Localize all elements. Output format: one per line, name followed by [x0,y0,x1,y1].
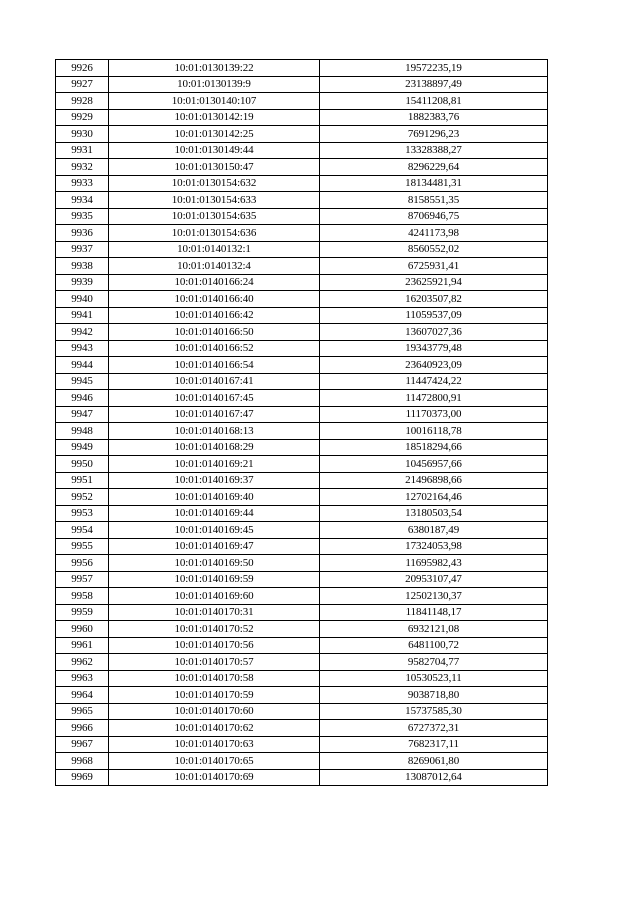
table-row [56,522,548,539]
cadastral-number-cell: 10:01:0130150:47 [109,159,320,176]
row-number-cell: 9962 [56,654,109,671]
table-row [56,159,548,176]
row-number-cell: 9935 [56,208,109,225]
cadastral-number-cell: 10:01:0140170:62 [109,720,320,737]
cadastral-value-cell: 6380187,49 [320,522,548,539]
cadastral-value-cell: 4241173,98 [320,225,548,242]
table-row [56,225,548,242]
cadastral-value-cell: 8269061,80 [320,753,548,770]
cadastral-value-cell: 13087012,64 [320,769,548,786]
cadastral-number-cell: 10:01:0140166:54 [109,357,320,374]
cadastral-number-cell: 10:01:0130154:635 [109,208,320,225]
row-number-cell: 9933 [56,175,109,192]
table-row [56,76,548,93]
row-number-cell: 9947 [56,406,109,423]
cadastral-value-cell: 10456957,66 [320,456,548,473]
table-row [56,637,548,654]
row-number-cell: 9937 [56,241,109,258]
cadastral-value-cell: 16203507,82 [320,291,548,308]
row-number-cell: 9932 [56,159,109,176]
row-number-cell: 9960 [56,621,109,638]
cadastral-value-cell: 19572235,19 [320,60,548,77]
table-row [56,373,548,390]
table-row [56,703,548,720]
cadastral-value-cell: 11059537,09 [320,307,548,324]
row-number-cell: 9945 [56,373,109,390]
cadastral-number-cell: 10:01:0130142:19 [109,109,320,126]
table-row [56,340,548,357]
cadastral-number-cell: 10:01:0140166:42 [109,307,320,324]
cadastral-number-cell: 10:01:0140170:52 [109,621,320,638]
cadastral-number-cell: 10:01:0140169:37 [109,472,320,489]
row-number-cell: 9940 [56,291,109,308]
row-number-cell: 9967 [56,736,109,753]
row-number-cell: 9926 [56,60,109,77]
cadastral-number-cell: 10:01:0130139:22 [109,60,320,77]
table-row [56,60,548,77]
table-row [56,175,548,192]
cadastral-value-cell: 6481100,72 [320,637,548,654]
row-number-cell: 9942 [56,324,109,341]
cadastral-number-cell: 10:01:0140169:60 [109,588,320,605]
cadastral-number-cell: 10:01:0130140:107 [109,93,320,110]
cadastral-number-cell: 10:01:0140166:52 [109,340,320,357]
row-number-cell: 9944 [56,357,109,374]
cadastral-value-cell: 8560552,02 [320,241,548,258]
table-row [56,736,548,753]
row-number-cell: 9941 [56,307,109,324]
cadastral-number-cell: 10:01:0140170:65 [109,753,320,770]
cadastral-number-cell: 10:01:0140169:45 [109,522,320,539]
table-row [56,258,548,275]
table-row [56,588,548,605]
table-row [56,390,548,407]
row-number-cell: 9950 [56,456,109,473]
cadastral-number-cell: 10:01:0140170:63 [109,736,320,753]
table-row [56,241,548,258]
cadastral-number-cell: 10:01:0130139:9 [109,76,320,93]
row-number-cell: 9946 [56,390,109,407]
cadastral-value-cell: 15411208,81 [320,93,548,110]
cadastral-value-cell: 11170373,00 [320,406,548,423]
table-row [56,505,548,522]
row-number-cell: 9958 [56,588,109,605]
table-row [56,406,548,423]
row-number-cell: 9969 [56,769,109,786]
cadastral-number-cell: 10:01:0130154:632 [109,175,320,192]
cadastral-number-cell: 10:01:0130154:633 [109,192,320,209]
cadastral-value-cell: 23625921,94 [320,274,548,291]
cadastral-number-cell: 10:01:0140169:40 [109,489,320,506]
table-row [56,423,548,440]
table-row [56,571,548,588]
row-number-cell: 9961 [56,637,109,654]
table-row [56,208,548,225]
table-row [56,555,548,572]
cadastral-value-cell: 23138897,49 [320,76,548,93]
row-number-cell: 9953 [56,505,109,522]
row-number-cell: 9966 [56,720,109,737]
cadastral-number-cell: 10:01:0140169:44 [109,505,320,522]
table-row [56,538,548,555]
cadastral-value-cell: 11472800,91 [320,390,548,407]
cadastral-value-cell: 13607027,36 [320,324,548,341]
table-row [56,604,548,621]
table-row [56,142,548,159]
cadastral-number-cell: 10:01:0130142:25 [109,126,320,143]
cadastral-number-cell: 10:01:0140170:56 [109,637,320,654]
cadastral-value-table [55,59,548,786]
cadastral-value-cell: 15737585,30 [320,703,548,720]
cadastral-value-cell: 20953107,47 [320,571,548,588]
table-row [56,307,548,324]
row-number-cell: 9952 [56,489,109,506]
table-row [56,324,548,341]
row-number-cell: 9955 [56,538,109,555]
row-number-cell: 9938 [56,258,109,275]
cadastral-value-cell: 19343779,48 [320,340,548,357]
cadastral-number-cell: 10:01:0140167:45 [109,390,320,407]
cadastral-value-cell: 13328388,27 [320,142,548,159]
table-row [56,489,548,506]
cadastral-number-cell: 10:01:0140167:47 [109,406,320,423]
table-row [56,439,548,456]
cadastral-number-cell: 10:01:0140170:31 [109,604,320,621]
row-number-cell: 9963 [56,670,109,687]
cadastral-value-cell: 9038718,80 [320,687,548,704]
cadastral-value-cell: 18134481,31 [320,175,548,192]
table-row [56,720,548,737]
cadastral-number-cell: 10:01:0140166:50 [109,324,320,341]
row-number-cell: 9939 [56,274,109,291]
cadastral-value-cell: 8706946,75 [320,208,548,225]
cadastral-number-cell: 10:01:0130154:636 [109,225,320,242]
table-row [56,192,548,209]
cadastral-number-cell: 10:01:0140170:57 [109,654,320,671]
cadastral-number-cell: 10:01:0140170:60 [109,703,320,720]
cadastral-value-cell: 11841148,17 [320,604,548,621]
cadastral-number-cell: 10:01:0140168:13 [109,423,320,440]
table-body [56,60,548,786]
table-row [56,109,548,126]
row-number-cell: 9964 [56,687,109,704]
cadastral-value-cell: 11695982,43 [320,555,548,572]
row-number-cell: 9929 [56,109,109,126]
cadastral-value-cell: 1882383,76 [320,109,548,126]
row-number-cell: 9930 [56,126,109,143]
cadastral-value-cell: 8296229,64 [320,159,548,176]
cadastral-number-cell: 10:01:0140169:50 [109,555,320,572]
cadastral-value-cell: 6932121,08 [320,621,548,638]
row-number-cell: 9936 [56,225,109,242]
cadastral-value-cell: 21496898,66 [320,472,548,489]
cadastral-number-cell: 10:01:0140170:59 [109,687,320,704]
cadastral-value-cell: 12502130,37 [320,588,548,605]
cadastral-value-cell: 17324053,98 [320,538,548,555]
row-number-cell: 9954 [56,522,109,539]
row-number-cell: 9931 [56,142,109,159]
cadastral-number-cell: 10:01:0140167:41 [109,373,320,390]
row-number-cell: 9957 [56,571,109,588]
table-row [56,654,548,671]
cadastral-value-cell: 12702164,46 [320,489,548,506]
cadastral-number-cell: 10:01:0140132:4 [109,258,320,275]
table-row [56,126,548,143]
table-row [56,291,548,308]
cadastral-number-cell: 10:01:0140166:24 [109,274,320,291]
table-row [56,357,548,374]
table-row [56,621,548,638]
row-number-cell: 9956 [56,555,109,572]
table-row [56,769,548,786]
row-number-cell: 9968 [56,753,109,770]
row-number-cell: 9927 [56,76,109,93]
row-number-cell: 9949 [56,439,109,456]
cadastral-number-cell: 10:01:0140170:69 [109,769,320,786]
cadastral-number-cell: 10:01:0140170:58 [109,670,320,687]
row-number-cell: 9934 [56,192,109,209]
table-row [56,670,548,687]
row-number-cell: 9965 [56,703,109,720]
cadastral-value-cell: 10530523,11 [320,670,548,687]
table-row [56,93,548,110]
row-number-cell: 9951 [56,472,109,489]
cadastral-value-cell: 6725931,41 [320,258,548,275]
cadastral-value-cell: 10016118,78 [320,423,548,440]
cadastral-value-cell: 7691296,23 [320,126,548,143]
cadastral-number-cell: 10:01:0140169:47 [109,538,320,555]
cadastral-value-cell: 23640923,09 [320,357,548,374]
cadastral-value-cell: 13180503,54 [320,505,548,522]
row-number-cell: 9948 [56,423,109,440]
table-row [56,472,548,489]
cadastral-value-cell: 6727372,31 [320,720,548,737]
cadastral-number-cell: 10:01:0140169:21 [109,456,320,473]
table-row [56,456,548,473]
cadastral-value-cell: 9582704,77 [320,654,548,671]
cadastral-number-cell: 10:01:0130149:44 [109,142,320,159]
cadastral-number-cell: 10:01:0140169:59 [109,571,320,588]
cadastral-number-cell: 10:01:0140132:1 [109,241,320,258]
row-number-cell: 9928 [56,93,109,110]
cadastral-value-cell: 18518294,66 [320,439,548,456]
row-number-cell: 9943 [56,340,109,357]
table-row [56,753,548,770]
cadastral-value-cell: 8158551,35 [320,192,548,209]
cadastral-value-cell: 7682317,11 [320,736,548,753]
table-row [56,687,548,704]
cadastral-number-cell: 10:01:0140168:29 [109,439,320,456]
cadastral-value-cell: 11447424,22 [320,373,548,390]
table-row [56,274,548,291]
row-number-cell: 9959 [56,604,109,621]
cadastral-number-cell: 10:01:0140166:40 [109,291,320,308]
